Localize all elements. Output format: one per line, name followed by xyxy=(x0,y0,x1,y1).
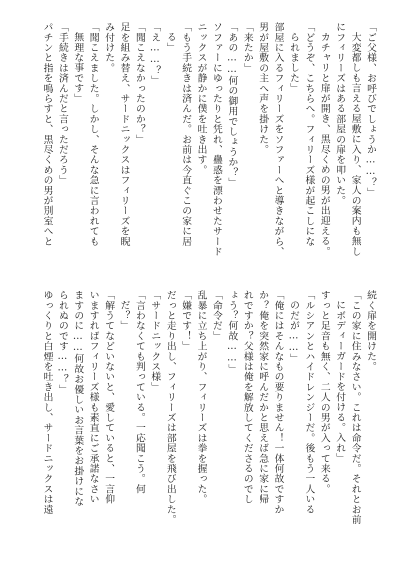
text-line: 「あの……何の御用でしょうか？」 xyxy=(226,22,238,188)
text-line: る」 xyxy=(164,31,176,53)
text-line: 「手続きは済んだと言っただろう」 xyxy=(56,22,68,186)
text-line: 「俺にはそんなもの要りません！一体何故ですか xyxy=(272,290,284,515)
text-line: か？俺を突然家に呼んだかと思えば急に家に帰 xyxy=(257,290,269,505)
text-line: カチャリと扉が開き、黒尽くめの男が出迎える。 xyxy=(318,31,330,257)
text-line: 「この家に住みなさい。これは命令だ。それとお前 xyxy=(349,290,361,525)
text-line: ょう？何故……」 xyxy=(226,290,238,374)
text-line: ソファーにゆったりと凭れ、蠱惑を漂わせたサード xyxy=(210,22,222,257)
lower-text-block xyxy=(22,290,378,540)
text-line: ますのに……何故お優しいお言葉をお掛けにな xyxy=(72,290,84,507)
text-line: 「解うてなどいないと、愛していると、一言仰 xyxy=(103,290,115,505)
text-line: 「もう手続きは済んだ。お前は今直ぐこの家に居 xyxy=(180,22,192,247)
text-line: 「言わなくても判っている。一応聞こう。何 xyxy=(133,290,145,494)
text-line: 乱暴に立ち上がり、フィリーズは拳を握った。 xyxy=(195,290,207,505)
text-line: 「ルシアンとハイドレンジーだ。後もう一人いる xyxy=(303,290,315,515)
text-line: 「命令だ」 xyxy=(210,290,222,341)
text-line: だ？」 xyxy=(118,299,130,331)
text-line: 大変都しも言える屋敷に入り、家人の案内も無し xyxy=(349,31,361,257)
text-line: 「ご父様、お呼びでしょうか……？」 xyxy=(365,22,376,198)
text-line: 続く扉を開けた。 xyxy=(365,290,376,372)
text-line: パチンと指を鳴らすと、黒尽くめの男が別室へと xyxy=(41,22,53,247)
text-line: のだが……」 xyxy=(287,299,299,364)
text-line: 無理な事です」 xyxy=(72,31,84,104)
text-line: 部屋に入るフィリーズをソファーへと導きながら、 xyxy=(272,22,284,257)
text-line: いますればフィリーズ様も素直にご承諾なさい xyxy=(87,290,99,505)
text-line: ニックスが静かに僕を吐き出す。 xyxy=(195,22,207,175)
text-line: だっと走り出し、フィリーズは部屋を飛び出した。 xyxy=(164,290,176,525)
text-line: ゆっくりと白煙を吐き出し、サードニックスは遠 xyxy=(41,290,53,515)
upper-text-block xyxy=(22,22,378,272)
text-line: 「聞こえなかったのか？」 xyxy=(133,22,145,145)
text-line: 「サードニックス様」 xyxy=(149,290,161,392)
text-line: にフィリーズはある部屋の扉を叩いた。 xyxy=(334,22,346,206)
text-line: れですか？父様は俺を解放してくださるのでし xyxy=(241,290,253,505)
text-line: 「来たか」 xyxy=(241,22,253,73)
text-line: 男が屋敷の主へ声を掛けた。 xyxy=(257,22,269,155)
text-line: 「嫌です！」 xyxy=(180,290,192,352)
text-line: にボディーガードを付ける。入れ」 xyxy=(334,299,346,463)
text-line: 足を組み替え、サードニックスはフィリーズを睨 xyxy=(118,22,130,247)
text-line: 「どうぞ、こちらへ。フィリーズ様が起こしにな xyxy=(303,22,315,247)
text-line: み付けた。 xyxy=(103,22,115,73)
text-line: 「聞こえました。しかし、そんな急に言われても xyxy=(87,22,99,247)
text-line: すっと足音も無く、二人の男が入って来る。 xyxy=(318,290,330,494)
text-line: 「え……？」 xyxy=(149,22,161,86)
text-line: られました」 xyxy=(287,31,299,93)
text-line: られぬのです……？」 xyxy=(56,290,68,395)
